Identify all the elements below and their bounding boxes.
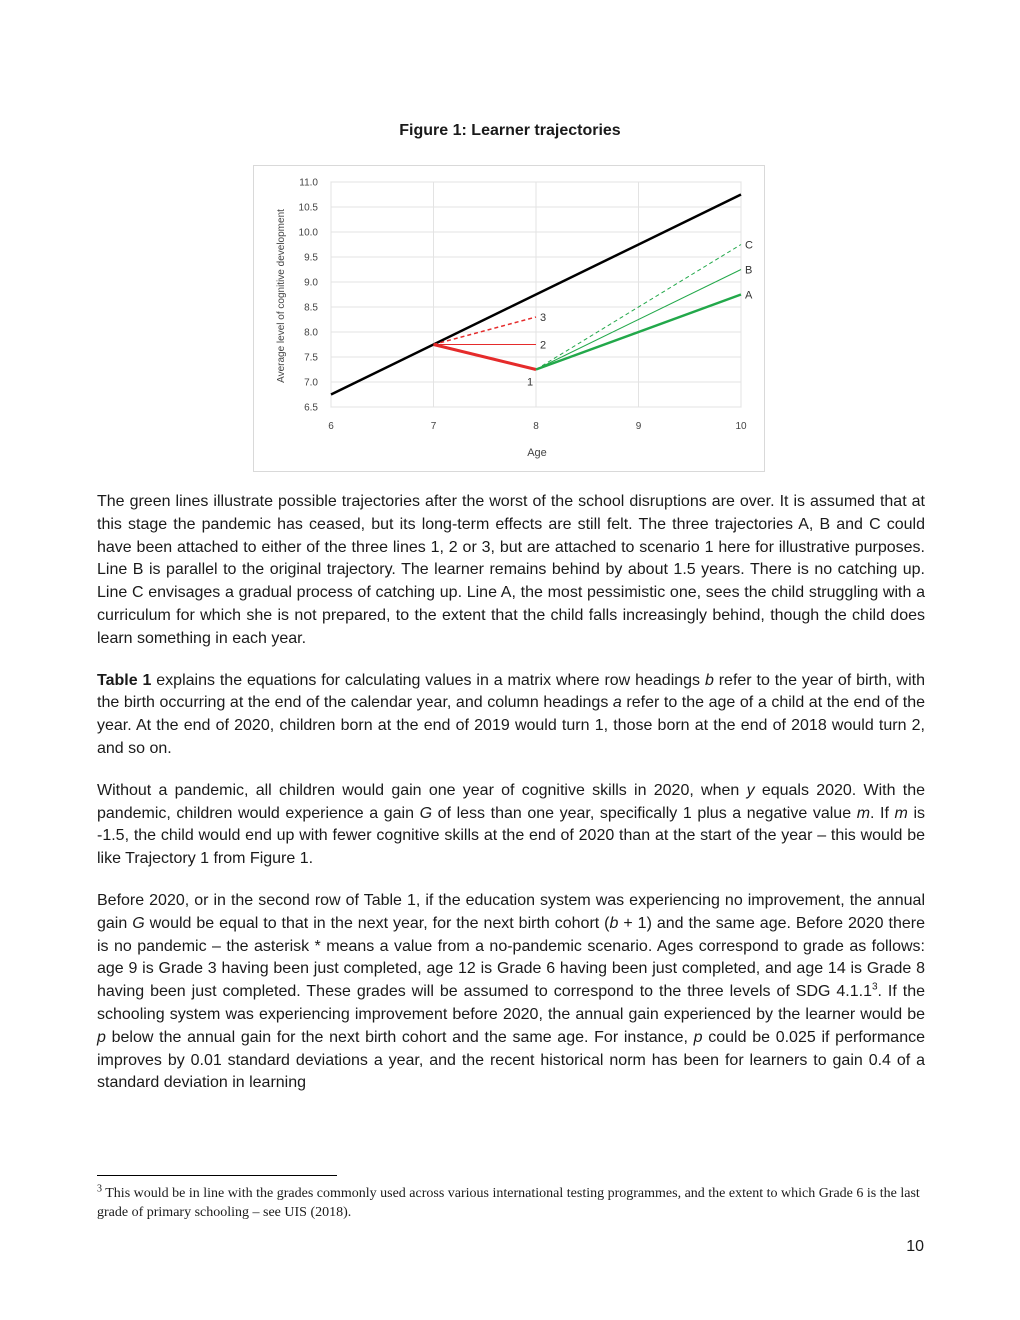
footnote bbox=[97, 1184, 925, 1222]
var-p: p bbox=[693, 1028, 703, 1046]
text-span: . If the schooling system was experiencing improvement before 2020, the annual gain experienced by the learner would be bbox=[97, 983, 925, 1023]
x-tick-label: 10 bbox=[735, 421, 747, 432]
paragraph-3 bbox=[97, 780, 925, 871]
y-tick-label: 9.0 bbox=[304, 277, 318, 289]
text-span: below the annual gain for the next birth cohort and the same age. For instance, bbox=[105, 1028, 694, 1046]
paragraph-4 bbox=[97, 890, 925, 1095]
text-span: is -1.5, the child would end up with fewer cognitive skills at the end of 2020 than at the start of the year – this would be like Trajectory 1 from Figure 1. bbox=[97, 804, 926, 868]
footnote-text: This would be in line with the grades commonly used across various international testing programmes, and the extent to which Grade 6 is the last grade of primary schooling – see UIS (2018). bbox=[97, 1186, 920, 1220]
chart-svg bbox=[254, 166, 764, 471]
y-tick-label: 8.0 bbox=[304, 327, 318, 339]
x-tick-label: 7 bbox=[430, 421, 437, 432]
footnote-ref[interactable]: 3 bbox=[871, 981, 878, 993]
paragraph-1: The green lines illustrate possible trajectories after the worst of the school disruptions are over. It is assumed that at this stage the pandemic has ceased, but its long-term effects are still felt. The three trajectories A, B and C could have been attached to either of the three lines 1, 2 or 3, but are attached to scenario 1 here for illustrative purposes. Line B is parallel to the original trajectory. The learner remains behind by about 1.5 years. There is no catching up. Line C envisages a gradual process of catching up. Line A, the most pessimistic one, sees the child struggling with a curriculum for which she is not prepared, to the extent that the child falls increasingly behind, though the child does learn something in each year. bbox=[97, 493, 925, 647]
y-tick-label: 6.5 bbox=[304, 402, 318, 414]
footnote-marker: 3 bbox=[97, 1183, 102, 1195]
text-span: could be 0.025 if performance improves by 0.01 standard deviations a year, and the recent historical norm has been for learners to gain 0.4 of a standard deviation in learning bbox=[97, 1028, 925, 1092]
var-G: G bbox=[419, 804, 433, 822]
y-tick-label: 7.5 bbox=[304, 352, 318, 364]
var-y: y bbox=[746, 781, 755, 799]
series-label-B: B bbox=[745, 264, 753, 277]
footnote-divider bbox=[97, 1175, 337, 1176]
table-ref: Table 1 bbox=[97, 671, 152, 689]
text-span: . If bbox=[870, 804, 895, 822]
text-span: equals 2020. With the pandemic, children would experience a gain bbox=[97, 781, 926, 822]
text-span: + 1) and the same age. Before 2020 there is no pandemic – the asterisk * means a value from a no-pandemic scenario. Ages correspond to grade as follows: age 9 is Grade 3 having been just completed, age 12 is Grade 6 having been just completed, and age 14 is Grade 8 having been just completed. These grades will be assumed to correspond to the three levels of SDG 4.1.1 bbox=[97, 914, 926, 1001]
text-span: refer to the year of birth, with the birth occurring at the end of the calendar year, and column headings bbox=[97, 671, 925, 712]
y-tick-label: 10.5 bbox=[298, 202, 318, 214]
text-span: explains the equations for calculating values in a matrix where row headings bbox=[151, 671, 705, 689]
var-m: m bbox=[856, 804, 871, 822]
body-text bbox=[97, 491, 925, 1114]
var-b: b bbox=[609, 914, 619, 932]
paragraph-2 bbox=[97, 670, 925, 761]
y-tick-label: 8.5 bbox=[304, 302, 318, 314]
var-b: b bbox=[704, 671, 714, 689]
var-a: a bbox=[612, 694, 622, 712]
text-span: refer to the age of a child at the end of the year. At the end of 2020, children born at the end of 2019 would turn 1, those born at the end of 2018 would turn 2, and so on. bbox=[97, 694, 926, 757]
text-span: Without a pandemic, all children would gain one year of cognitive skills in 2020, when bbox=[97, 781, 747, 799]
text-span: would be equal to that in the next year, for the next birth cohort ( bbox=[144, 914, 610, 932]
y-tick-label: 9.5 bbox=[304, 252, 318, 264]
figure-title: Figure 1: Learner trajectories bbox=[399, 122, 621, 139]
y-tick-label: 11.0 bbox=[299, 177, 318, 189]
series-label-A: A bbox=[745, 289, 753, 302]
text-span: of less than one year, specifically 1 plus a negative value bbox=[432, 804, 857, 822]
y-tick-label: 7.0 bbox=[304, 377, 318, 389]
series-label-2: 2 bbox=[540, 339, 547, 352]
var-G: G bbox=[132, 914, 145, 932]
var-m: m bbox=[894, 804, 908, 822]
learner-trajectories-chart bbox=[253, 165, 765, 472]
var-p: p bbox=[97, 1028, 106, 1046]
page-number: 10 bbox=[906, 1238, 924, 1255]
series-label-1: 1 bbox=[526, 376, 534, 389]
x-axis-label: Age bbox=[527, 447, 547, 459]
series-label-3: 3 bbox=[540, 312, 547, 324]
y-axis-label: Average level of cognitive development bbox=[276, 209, 287, 383]
y-tick-label: 10.0 bbox=[298, 227, 318, 239]
x-tick-label: 9 bbox=[635, 421, 642, 432]
x-tick-label: 6 bbox=[328, 421, 334, 432]
text-span: Before 2020, or in the second row of Table 1, if the education system was experiencing no improvement, the annual gain bbox=[97, 891, 925, 932]
x-tick-label: 8 bbox=[533, 421, 539, 432]
series-label-C: C bbox=[745, 239, 753, 252]
